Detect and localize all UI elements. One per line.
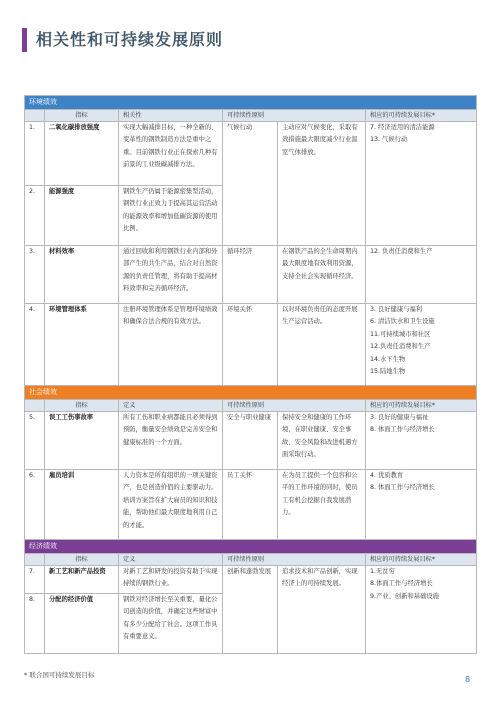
row-number: 1.	[25, 122, 45, 186]
page-number: 8	[465, 675, 471, 684]
principle-name: 气候行动	[223, 122, 278, 246]
header-principle: 可持续性原则	[223, 554, 366, 566]
table-row	[25, 566, 477, 594]
header-indicator: 指标	[45, 554, 119, 566]
row-number: 8.	[25, 594, 45, 654]
header-indicator: 指标	[45, 110, 119, 122]
sdg-list: 3. 良好健康与福利 6. 清洁饮水和卫生设施 11.可持续城市和社区 12.负责任消费和生产 14.水下生物 15.陆地生物	[366, 304, 477, 386]
definition-text: 钢铁对经济增长至关重要，量化公司创造的价值，并确定这些财富中有多少分配给了社会。这项工作具有重要意义。	[119, 594, 223, 654]
table-row	[25, 470, 477, 540]
table-header-row	[25, 554, 477, 566]
principle-explanation: 以对环境负责任的态度开展生产运营活动。	[278, 304, 366, 386]
principle-explanation: 追求技术和产品创新，实现经济上的可持续发展。	[278, 566, 366, 654]
sdg-list: 12. 负责任消费和生产	[366, 246, 477, 304]
header-relevance: 相关性	[119, 110, 223, 122]
table-header-row	[25, 110, 477, 122]
principle-name: 环境关怀	[223, 304, 278, 386]
indicator-name: 误工工伤事故率	[45, 412, 119, 470]
relevance-text: 通过回收和利用钢铁行业内部和外部产生的共生产品，结合对自然资源的负责任管理，将有助于提高材料效率和完善循环经济。	[119, 246, 223, 304]
table-row	[25, 412, 477, 470]
header-sdg: 相应的可持续发展目标*	[366, 110, 477, 122]
principle-name: 创新和蓬勃发展	[223, 566, 278, 654]
sdg-list: 4. 优质教育 8. 体面工作与经济增长	[366, 470, 477, 540]
sustainability-principles-table	[24, 95, 477, 654]
indicator-name: 环境管理体系	[45, 304, 119, 386]
header-definition: 定义	[119, 400, 223, 412]
section-band-environment: 环境绩效	[25, 96, 477, 110]
table-row	[25, 304, 477, 386]
principle-explanation: 主动应对气候变化，采取有效措施最大限度减少行业温室气体排放。	[278, 122, 366, 246]
principle-name: 循环经济	[223, 246, 278, 304]
indicator-name: 新工艺和新产品投资	[45, 566, 119, 594]
section-band-social: 社会绩效	[25, 386, 477, 400]
indicator-name: 分配的经济价值	[45, 594, 119, 654]
header-principle: 可持续性原则	[223, 400, 366, 412]
header-sdg: 相应的可持续发展目标*	[366, 400, 477, 412]
definition-text: 对新工艺和研发的投资有助于实现持续的钢铁行业。	[119, 566, 223, 594]
sdg-list: 3. 良好的健康与福祉 8. 体面工作与经济增长	[366, 412, 477, 470]
indicator-name: 能源强度	[45, 186, 119, 246]
footnote: * 联合国可持续发展目标	[24, 671, 95, 679]
principle-name: 员工关怀	[223, 470, 278, 540]
row-number: 5.	[25, 412, 45, 470]
principle-explanation: 保持安全和健康的工作环境，在职业健康、安全事故、安全风险和改进机遇方面采取行动。	[278, 412, 366, 470]
definition-text: 人力资本是所有组织的一项关键资产，也是创造价值的主要驱动力。培训方案旨在扩大雇员的知识和技能，帮助他们最大限度地利用自己的才能。	[119, 470, 223, 540]
sdg-list: 7. 经济适用的清洁能源 13. 气候行动	[366, 122, 477, 246]
row-number: 2.	[25, 186, 45, 246]
table-row	[25, 246, 477, 304]
indicator-name: 二氧化碳排放强度	[45, 122, 119, 186]
sdg-list: 1.无贫穷 8.体面工作与经济增长 9.产业、创新和基础设施	[366, 566, 477, 654]
header-definition: 定义	[119, 554, 223, 566]
page-title: 相关性和可持续发展原则	[36, 30, 224, 49]
header-principle: 可持续性原则	[223, 110, 366, 122]
relevance-text: 实现大幅减排目标，一种全新的、变革性的钢铁制造方法是重中之重。目前钢铁行业正在探索几种有前景的工业级碳减排方法。	[119, 122, 223, 186]
indicator-name: 材料效率	[45, 246, 119, 304]
row-number: 6.	[25, 470, 45, 540]
table-header-row	[25, 400, 477, 412]
header-indicator: 指标	[45, 400, 119, 412]
row-number: 3.	[25, 246, 45, 304]
title-accent-bar	[22, 28, 27, 52]
relevance-text: 注册环境管理体系是管理环境绩效和确保合法合规的有效方法。	[119, 304, 223, 386]
principle-explanation: 在钢铁产品的全生命周期内最大限度地有效利用资源，支持全社会实现循环经济。	[278, 246, 366, 304]
indicator-name: 雇员培训	[45, 470, 119, 540]
row-number: 4.	[25, 304, 45, 386]
table-row	[25, 122, 477, 186]
definition-text: 所有工伤和职业病都能且必须得到预防，衡量安全绩效是完善安全和健康标准的一个方面。	[119, 412, 223, 470]
principle-explanation: 在为员工提供一个包容和公平的工作环境的同时，使员工有机会挖掘自我发展潜力。	[278, 470, 366, 540]
relevance-text: 钢铁生产仍属于能源密集型活动，钢铁行业正致力于提高其运营活动的能源效率和增加低碳资源的使用比例。	[119, 186, 223, 246]
principle-name: 安全与职业健康	[223, 412, 278, 470]
row-number: 7.	[25, 566, 45, 594]
header-sdg: 相应的可持续发展目标*	[366, 554, 477, 566]
section-band-economic: 经济绩效	[25, 540, 477, 554]
